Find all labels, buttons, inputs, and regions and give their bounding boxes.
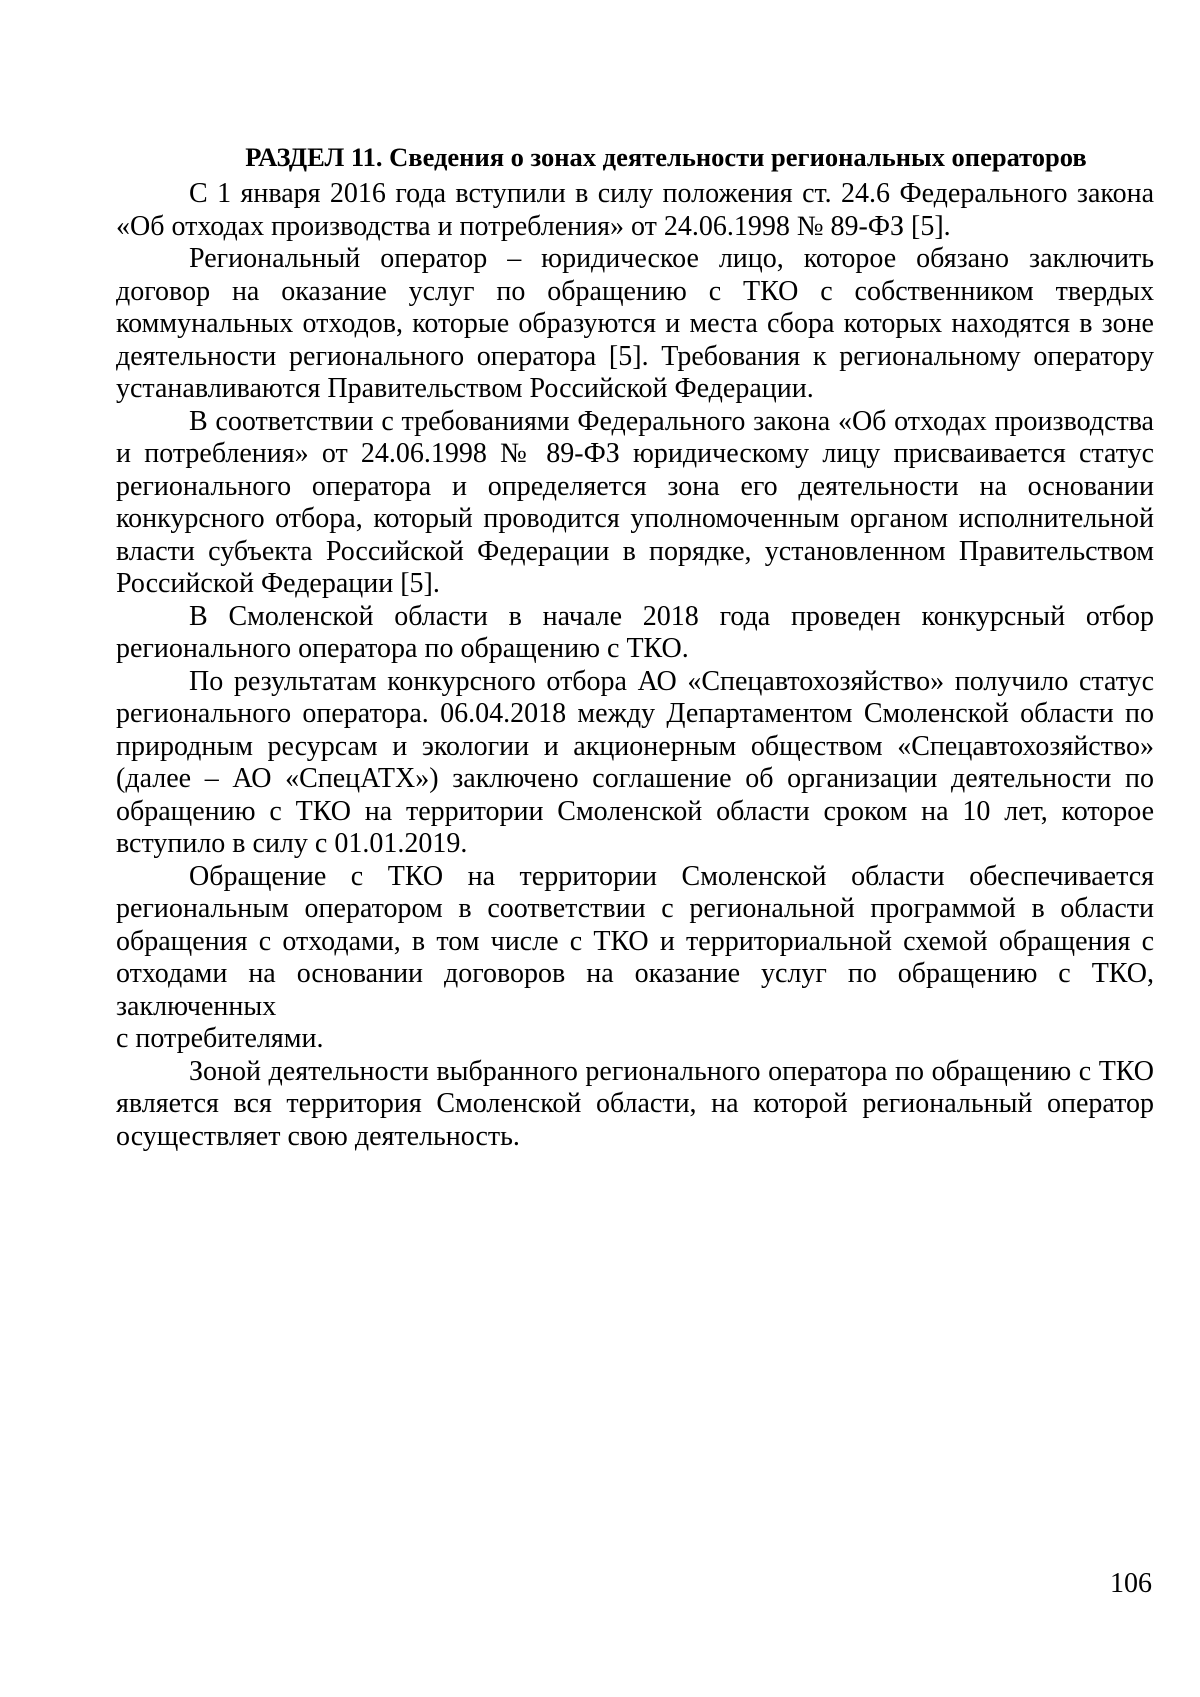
section-heading: РАЗДЕЛ 11. Сведения о зонах деятельности региональных операторов	[245, 142, 1087, 172]
paragraph-4: В Смоленской области в начале 2018 года проведен конкурсный отбор регионального оператора по обращению с ТКО.	[116, 600, 1154, 664]
paragraph-7: Зоной деятельности выбранного регионального оператора по обращению с ТКО является вся территория Смоленской области, на которой региональный оператор осуществляет свою деятельность.	[116, 1055, 1154, 1152]
document-body	[116, 136, 1154, 1153]
paragraph-6: Обращение с ТКО на территории Смоленской области обеспечивается региональным оператором в соответствии с региональной программой в области обращения с отходами, в том числе с ТКО и территориальной схемой обращения с отходами на основании договоров на оказание услуг по обращению с ТКО, заключенных	[116, 860, 1154, 1022]
paragraph-3: В соответствии с требованиями Федерального закона «Об отходах производства и потребления» от 24.06.1998 № 89-ФЗ юридическому лицу присваивается статус регионального оператора и определяется зона его деятельности на основании конкурсного отбора, который проводится уполномоченным органом исполнительной власти субъекта Российской Федерации в порядке, установленном Правительством Российской Федерации [5].	[116, 405, 1154, 599]
page-number: 106	[1110, 1568, 1152, 1599]
paragraph-5: По результатам конкурсного отбора АО «Спецавтохозяйство» получило статус регионального оператора. 06.04.2018 между Департаментом Смоленской области по природным ресурсам и экологии и акционерным обществом «Спецавтохозяйство» (далее – АО «СпецАТХ») заключено соглашение об организации деятельности по обращению с ТКО на территории Смоленской области сроком на 10 лет, которое вступило в силу с 01.01.2019.	[116, 665, 1154, 859]
paragraph-2: Региональный оператор – юридическое лицо, которое обязано заключить договор на оказание услуг по обращению с ТКО с собственником твердых коммунальных отходов, которые образуются и места сбора которых находятся в зоне деятельности регионального оператора [5]. Требования к региональному оператору устанавливаются Правительством Российской Федерации.	[116, 243, 1154, 404]
paragraph-1: С 1 января 2016 года вступили в силу положения ст. 24.6 Федерального закона «Об отходах производства и потребления» от 24.06.1998 № 89-ФЗ [5].	[116, 178, 1154, 242]
paragraph-6-continuation: с потребителями.	[116, 1023, 324, 1054]
